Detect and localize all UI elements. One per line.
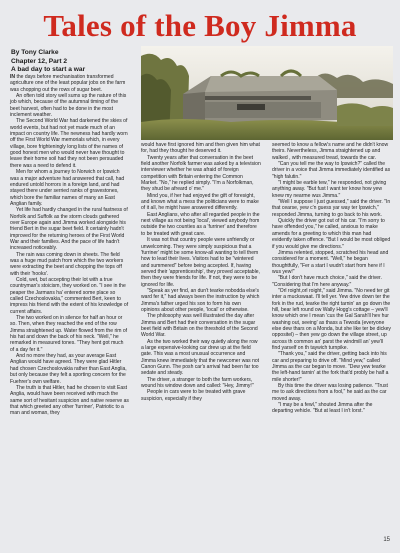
paragraph: The philosophy was well illustrated the day after Jimma and Bert had their conversation in the sugar beet field with Britain on the threshold of the Second World War.: [141, 313, 258, 339]
article-subtitle: A bad day to start a war: [11, 66, 86, 74]
paragraph: Twenty years after that conversation in the beet field another Norfolk farmer was asked by a television interviewer whether he was afraid of foreign competition with Britain entering the Common Market. "No," he replied simply. "I'm a Norfolkman, they shud be afreard o' me.": [141, 154, 261, 193]
paragraph: An often told story well sums up the nature of this job which, because of the autumnal timing of the beet harvest, often had to be done in the most inclement weather.: [10, 93, 127, 119]
author-name: By Tony Clarke: [11, 49, 59, 56]
paragraph: "Orl roight,orl roight," said Jimma. "No need ter git inter a muckswaat. I'll tell yer. Yew drive down ter the fork in the rud, tearke the right tarnin' an go down the hill, bear left round ow Wally Hogg's cottage – yew'll know which one I mean 'cus the Gal Sarah'll hev hur washing out, seeing' as thass a Tewsda (everyone else dew thars on a Monda, but she like ter be dickey oppositel) – then yew go down the village street, up across th common an' parst the windmill an' yew'll find yarself on th taywich turnpike.: [272, 287, 391, 351]
chapter-label: Chapter 12, Part 2: [11, 57, 68, 65]
paragraph: By this time the driver was losing patience. "Trust me to ask directions from a fool," he said as the car moved away.: [272, 383, 388, 402]
paragraph: People in cars were to be treated with grave suspicion, especially if they: [141, 389, 246, 402]
paragraph: Cold, wet, but accepting their lot with a true countryman's stoicism, they worked on. "I see in the peaper the Jarmans ha' entered some place so called Czechoslovakia," commented Bert, keen to impress his friend with the extent of his knowledge of current affairs.: [10, 277, 129, 315]
paragraph: The driver, a stranger to both the farm workers, wound his window down and called: "Hey, Jimmy!": [141, 376, 254, 390]
article-title: Tales of the Boy Jimma: [43, 8, 357, 43]
paragraph: Men for whom a journey to Norwich or Ipswich was a major adventure had answered that call, had endured untold horrors in a foreign land, and had stayed there under serried ranks of gravestones, which bore the familiar names of many an East Anglian family.: [10, 169, 125, 207]
paragraph: "Well I suppose I just guessed," said the driver. "In that cearse, yew c'n guess yar way ter Ipswich," responded Jimma, turning to go back to his work.: [272, 199, 391, 218]
paragraph: The truth is that Hitler, had he chosen to visit East Anglia, would have been received with much the same sort of hesitant suspicion and native reserve as that which greeted any other 'furriner', Patriotic to a man and woman, they: [10, 384, 129, 417]
paragraph: would have first ignored him and then given him what for, had they thought he deserved it.: [141, 142, 260, 155]
paragraph: And no more they had, as your average East Anglian would have agreed. They were glad Hitler had chosen Czechoslovakia rather than East Anglia, but only because they felt a sporting concern for the Fuehrer's own welfare.: [10, 353, 127, 385]
paragraph: As the two worked their way quietly along the row a large expensive-looking car drew up at the field gate. This was a most unusual occurrence and Jimma knew immediately that the newcomer was not Canon Gunn. The posh car's arrival had been far too sedate and steady.: [141, 338, 260, 377]
paragraph: Jimma relented, stopped, scratched his head and considered for a moment. "Well," he began thoughtfully, "Fer a start I wudn't start from here if I wus yew!": [272, 249, 389, 275]
column-1: [10, 74, 129, 417]
paragraph: East Anglians, who after all regarded people in the next village as not being 'local', viewed anybody from outside the two counties as a 'furriner' and therefore to be treated with great care.: [141, 211, 260, 237]
paragraph: Mind you, if her had enjoyed the gift of foresight, and known what a mess the politicians were to make of it all, he might have answered differently.: [141, 192, 259, 212]
paragraph: The Second World War had darkened the skies of world events, but had not yet made much of an impact on country life. The newness had hardly worn off the First World War memorials which, in every village, bore frighteningly long lists of the names of good honest men who would never have thought to leave their home soil had they not been persuaded there was a need to defend it.: [10, 118, 128, 169]
paragraph: "I may be a fewl," shouted Jimma after the departing vehicle. "But at least I in't lorst.": [272, 402, 373, 415]
paragraph: Yet life had hardly changed in the rural fastness of Norfolk and Suffolk as the storm clouds gathered over Europe again and Jimma worked alongside his friend Bert in the sugar beet field. It certainly hadn't improved for the returning heroes of the First World War and their families. And the pace of life hadn't increased noticeably.: [10, 207, 128, 252]
page-number: 15: [383, 537, 390, 543]
column-3: [272, 142, 392, 415]
paragraph: "Thank you," said the driver, getting back into his car and preparing to drive off. "Mind yew," called Jimma as the car began to move. "Dew yew tearke the left-hand tarnin' at the fork that'd probly be half a mile shorter!": [272, 351, 389, 383]
paragraph: Quickly the driver got out of his car. "I'm sorry to have offended you," he called, anxious to make amends for a greeting to which this man had evidently taken offence. "But I would be most obliged if you would give me directions.": [272, 218, 391, 250]
paragraph: "Speak as yer find, an dun't tearke nobodda else's ward fer it," had always been the instruction by which Jimma's father urged his son to form his own opinions about other people, 'local' or otherwise.: [141, 287, 260, 313]
lead-words: IN: [10, 74, 16, 80]
paragraph: seemed to know a fellow's name and he didn't know theirs. Nevertheless, Jimma straightened up and walked , with measured tread, towards the car.: [272, 142, 389, 161]
opening-paragraph: [10, 74, 129, 93]
paragraph: It was not that country people were unfriendly or unwelcoming. They were simply suspicious that a 'furriner' might be some know-all wanting to tell them how to lead their lives. Visitors had to be "wintered and summered" before being accepted. If, having served their 'apprenticeship', they proved acceptable, then they were friends for life. If not, they were to be ignored for life.: [141, 237, 260, 288]
bunker-photo: [141, 46, 393, 140]
paragraph: "But I don't have much choice," said the driver. "Considering that I'm here anyway.": [272, 275, 382, 288]
paragraph: "Can you tell me the way to Ipswich?" called the driver in a voice that Jimma immediately identified as "high falutin.": [272, 161, 391, 180]
paragraph: The two worked on in silence for half an hour or so. Then, when they reached the end of the row Jimma straightened up. Water flowed from the rim of his hat and down the back of his neck. "Well," he remarked in measured tones. "They hent got much of a day fer it.": [10, 315, 128, 353]
opening-text: the days before mechanisation transformed agriculture one of the least popular jobs on the farm was chopping out the rows of sugar beet.: [10, 74, 126, 93]
column-2: [141, 142, 261, 402]
paragraph: The rain was coming down in sheets. The field was a huge mud patch from which the two workers were extracting the beet and chopping the tops off with their 'hooks'.: [10, 251, 124, 277]
paragraph: "I might be earble tew," he responded, not giving anything away. "But fust I want ter know how yew knew my nearme wus Jimma.": [272, 180, 387, 199]
